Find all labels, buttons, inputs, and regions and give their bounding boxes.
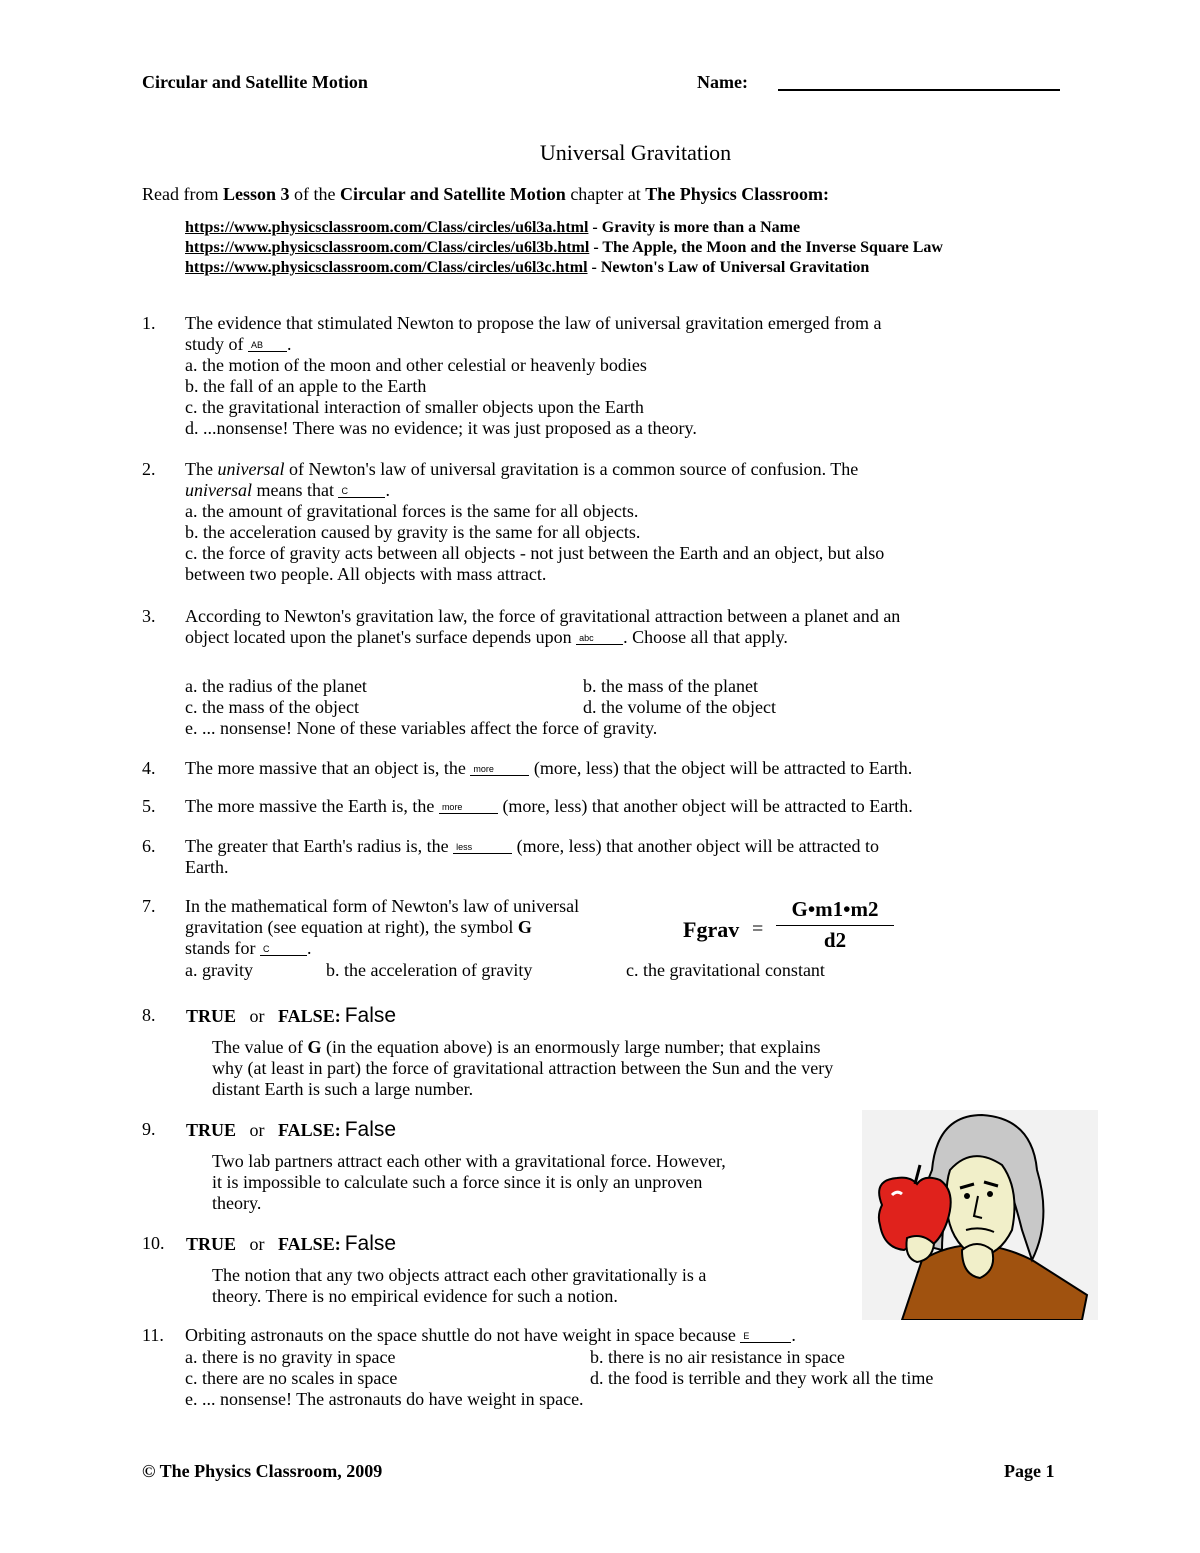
- answer-blank[interactable]: C: [338, 485, 385, 498]
- question-number: 8.: [142, 1005, 156, 1025]
- option: a. the amount of gravitational forces is the same for all objects.: [185, 501, 639, 521]
- question-number: 5.: [142, 796, 156, 816]
- question-2: The universal of Newton's law of universal gravitation is a common source of confusion. The universal means that C . a. the amount of gravitational forces is the same for all objects. b. the acceleration caused by gravity is the same for all objects. c. the force of gravity acts between all objects - not just between the Earth and an object, but also between two people. All objects with mass attract.: [185, 459, 885, 584]
- question-number: 11.: [142, 1325, 164, 1345]
- option: b. the mass of the planet: [583, 676, 758, 696]
- name-field-line[interactable]: [778, 89, 1060, 91]
- equation-equals: =: [752, 918, 764, 940]
- answer-blank[interactable]: E: [740, 1330, 791, 1343]
- question-number: 1.: [142, 313, 156, 333]
- answer-blank[interactable]: more: [439, 801, 498, 814]
- link-u6l3c[interactable]: https://www.physicsclassroom.com/Class/circles/u6l3c.html: [185, 259, 588, 276]
- answer-blank[interactable]: abc: [576, 632, 623, 645]
- question-number: 10.: [142, 1233, 165, 1253]
- newton-apple-illustration: [862, 1110, 1098, 1320]
- true-false-row: TRUE or FALSE: False: [186, 1118, 397, 1141]
- link-u6l3b[interactable]: https://www.physicsclassroom.com/Class/circles/u6l3b.html: [185, 239, 590, 256]
- page-title: Universal Gravitation: [539, 140, 732, 165]
- option: b. the acceleration caused by gravity is the same for all objects.: [185, 522, 641, 542]
- answer-blank[interactable]: less: [453, 841, 512, 854]
- true-false-row: TRUE or FALSE: False: [186, 1004, 397, 1027]
- newton-clipart-icon: [862, 1110, 1098, 1320]
- equation-numerator: G•m1•m2: [791, 897, 879, 921]
- question-10: The notion that any two objects attract each other gravitationally is a theory. There is no empirical evidence for such a notion.: [212, 1265, 707, 1306]
- question-number: 3.: [142, 606, 156, 626]
- reading-links: [185, 218, 943, 278]
- option: c. the mass of the object: [185, 697, 359, 717]
- link-u6l3a[interactable]: https://www.physicsclassroom.com/Class/circles/u6l3a.html: [185, 219, 589, 236]
- option: d. the food is terrible and they work all the time: [590, 1368, 934, 1388]
- question-8: The value of G (in the equation above) is an enormously large number; that explains why (at least in part) the force of gravitational attraction between the Sun and the very distant Earth is such a large number.: [212, 1037, 834, 1099]
- option: c. there are no scales in space: [185, 1368, 398, 1388]
- answer-blank[interactable]: more: [470, 763, 529, 776]
- option: c. the gravitational constant: [626, 960, 825, 980]
- intro-line: Read from Lesson 3 of the Circular and Satellite Motion chapter at The Physics Classroom:: [142, 184, 829, 204]
- question-number: 9.: [142, 1119, 156, 1139]
- option: b. the fall of an apple to the Earth: [185, 376, 427, 396]
- option: d. the volume of the object: [583, 697, 776, 717]
- question-6: The greater that Earth's radius is, the less (more, less) that another object will be attracted to Earth.: [185, 836, 880, 877]
- question-1: The evidence that stimulated Newton to propose the law of universal gravitation emerged from a study of AB . a. the motion of the moon and other celestial or heavenly bodies b. the fall of an apple to the Earth c. the gravitational interaction of smaller objects upon the Earth d. ...nonsense! There was no evidence; it was just proposed as a theory.: [185, 313, 882, 438]
- answer-text[interactable]: False: [344, 1004, 397, 1027]
- link-row: https://www.physicsclassroom.com/Class/circles/u6l3b.html - The Apple, the Moon and the Inverse Square Law: [185, 239, 943, 256]
- question-number: 2.: [142, 459, 156, 479]
- option: e. ... nonsense! The astronauts do have weight in space.: [185, 1389, 584, 1409]
- footer-copyright: © The Physics Classroom, 2009: [142, 1461, 383, 1481]
- question-7: In the mathematical form of Newton's law of universal gravitation (see equation at right), the symbol G stands for C .: [185, 896, 580, 958]
- option: d. ...nonsense! There was no evidence; it was just proposed as a theory.: [185, 418, 697, 438]
- answer-text[interactable]: False: [344, 1118, 397, 1141]
- option: c. the gravitational interaction of smaller objects upon the Earth: [185, 397, 644, 417]
- answer-text[interactable]: False: [344, 1232, 397, 1255]
- option: a. the motion of the moon and other celestial or heavenly bodies: [185, 355, 647, 375]
- equation-lhs: Fgrav: [683, 917, 740, 942]
- option: a. there is no gravity in space: [185, 1347, 396, 1367]
- question-number: 4.: [142, 758, 156, 778]
- question-number: 7.: [142, 896, 156, 916]
- name-label: Name:: [697, 72, 748, 92]
- option: b. the acceleration of gravity: [326, 960, 533, 980]
- question-number: 6.: [142, 836, 156, 856]
- question-9: Two lab partners attract each other with a gravitational force. However, it is impossible to calculate such a force since it is only an unproven theory.: [212, 1151, 726, 1213]
- footer-page-number: Page 1: [1004, 1461, 1055, 1481]
- link-row: https://www.physicsclassroom.com/Class/circles/u6l3a.html - Gravity is more than a Name: [185, 219, 801, 236]
- link-row: https://www.physicsclassroom.com/Class/circles/u6l3c.html - Newton's Law of Universal Gravitation: [185, 259, 870, 276]
- option: e. ... nonsense! None of these variables affect the force of gravity.: [185, 718, 658, 738]
- option: a. gravity: [185, 960, 253, 980]
- question-11: Orbiting astronauts on the space shuttle do not have weight in space because E .: [185, 1325, 796, 1345]
- equation-denominator: d2: [823, 928, 847, 952]
- answer-blank[interactable]: C: [260, 943, 307, 956]
- fraction-bar: [776, 925, 894, 926]
- question-3: According to Newton's gravitation law, the force of gravitational attraction between a planet and an object located upon the planet's surface depends upon abc . Choose all that apply.: [185, 606, 901, 647]
- answer-blank[interactable]: AB: [248, 339, 287, 352]
- option: b. there is no air resistance in space: [590, 1347, 845, 1367]
- option: between two people. All objects with mass attract.: [185, 564, 547, 584]
- option: a. the radius of the planet: [185, 676, 367, 696]
- question-4: The more massive that an object is, the more (more, less) that the object will be attracted to Earth.: [185, 758, 913, 778]
- course-header: Circular and Satellite Motion: [142, 72, 368, 92]
- option: c. the force of gravity acts between all objects - not just between the Earth and an object, but also: [185, 543, 885, 563]
- question-5: The more massive the Earth is, the more (more, less) that another object will be attracted to Earth.: [185, 796, 913, 816]
- true-false-row: TRUE or FALSE: False: [186, 1232, 397, 1255]
